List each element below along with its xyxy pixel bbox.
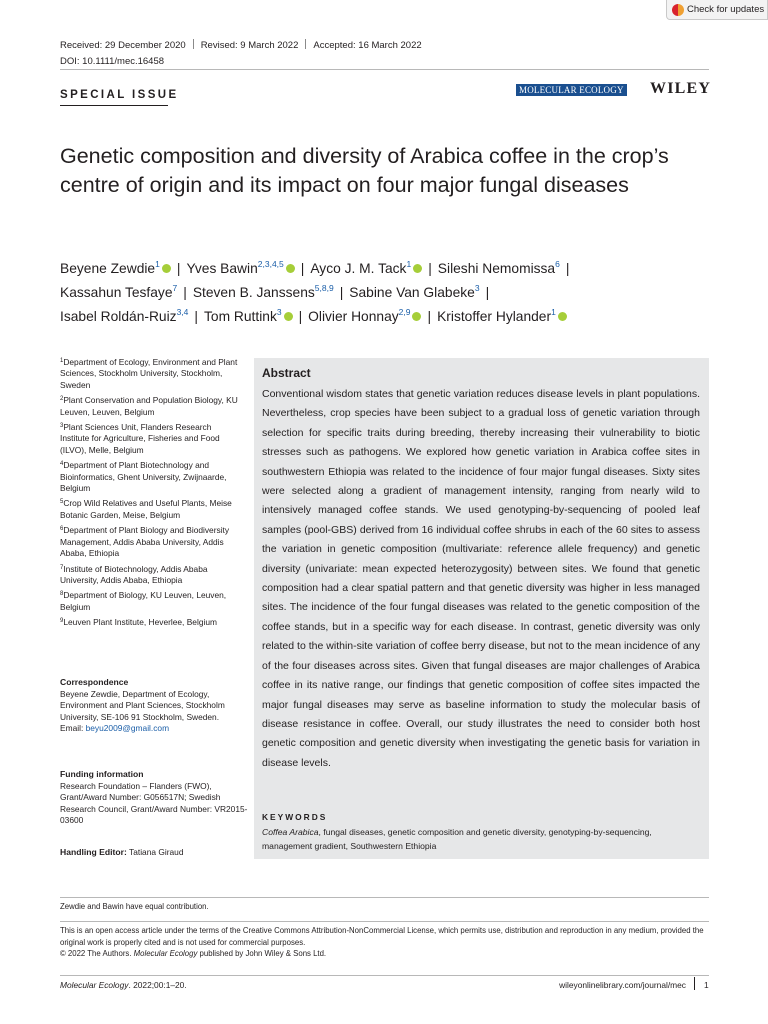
author[interactable] xyxy=(186,261,294,276)
footer-citation xyxy=(60,980,187,990)
affiliation-number: 4 xyxy=(60,461,64,468)
affiliation-text: Department of Ecology, Environment and Plant Sciences, Stockholm University, Stockholm, Sweden xyxy=(60,357,238,390)
affiliation-item xyxy=(60,422,238,456)
author-separator: | xyxy=(485,285,490,300)
email-label: Email: xyxy=(60,723,84,734)
orcid-icon[interactable] xyxy=(413,264,422,273)
received-date: Received: 29 December 2020 xyxy=(60,40,186,51)
funding-text: Research Foundation – Flanders (FWO), Grant/Award Number: G056517N; Swedish Research Council, Grant/Award Number: VR2015-03600 xyxy=(60,780,248,826)
author-name: Kassahun Tesfaye xyxy=(60,285,173,300)
article-dates xyxy=(60,39,422,51)
author-name: Sabine Van Glabeke xyxy=(349,285,475,300)
orcid-icon[interactable] xyxy=(284,312,293,321)
email-link[interactable]: beyu2009@gmail.com xyxy=(85,723,170,734)
license-rule xyxy=(60,921,709,922)
author[interactable] xyxy=(60,285,177,300)
affiliation-text: Institute of Biotechnology, Addis Ababa University, Addis Ababa, Ethiopia xyxy=(60,563,208,585)
affiliation-text: Department of Biology, KU Leuven, Leuven, Belgium xyxy=(60,590,227,612)
keywords-rest: , fungal diseases, genetic composition and genetic diversity, genotyping-by-sequencing, management gradient, Southwestern Ethiopia xyxy=(262,827,652,851)
journal-logo: MOLECULAR ECOLOGY xyxy=(516,84,627,96)
author-affiliation-ref[interactable]: 3 xyxy=(276,307,282,317)
copyright-prefix: © 2022 The Authors. xyxy=(60,949,134,959)
orcid-icon[interactable] xyxy=(412,312,421,321)
publisher-logo: WILEY xyxy=(650,80,712,97)
handling-editor xyxy=(60,847,184,857)
affiliation-item xyxy=(60,395,238,418)
check-for-updates-badge[interactable] xyxy=(666,0,768,20)
author-affiliation-ref[interactable]: 7 xyxy=(172,283,178,293)
divider xyxy=(193,39,194,49)
author-affiliation-ref[interactable]: 3 xyxy=(474,283,480,293)
correspondence-heading: Correspondence xyxy=(60,677,129,687)
author-affiliation-ref[interactable]: 5,8,9 xyxy=(314,283,334,293)
funding-information xyxy=(60,769,250,827)
affiliations xyxy=(60,357,238,633)
affiliation-number: 9 xyxy=(60,618,64,625)
keyword-species: Coffea Arabica xyxy=(262,827,319,837)
article-title: Genetic composition and diversity of Arabica coffee in the crop’s centre of origin and its impact on four major fungal diseases xyxy=(60,144,669,197)
footer-divider xyxy=(694,977,695,990)
affiliation-item xyxy=(60,564,238,587)
author-name: Sileshi Nemomissa xyxy=(437,261,556,276)
author[interactable] xyxy=(193,285,334,300)
copyright-line xyxy=(60,948,710,960)
author[interactable] xyxy=(60,309,188,324)
author-separator: | xyxy=(176,261,181,276)
equal-contribution-note: Zewdie and Bawin have equal contribution. xyxy=(60,902,209,911)
affiliation-text: Plant Sciences Unit, Flanders Research Institute for Agriculture, Fisheries and Food (ILVO), Melle, Belgium xyxy=(60,422,220,455)
footer-journal: Molecular Ecology xyxy=(60,980,129,990)
correspondence-email-line xyxy=(60,723,240,735)
author[interactable] xyxy=(60,261,171,276)
author-affiliation-ref[interactable]: 1 xyxy=(406,259,412,269)
accepted-date: Accepted: 16 March 2022 xyxy=(313,40,422,51)
affiliation-number: 5 xyxy=(60,499,64,506)
header-rule xyxy=(60,69,709,70)
author-separator: | xyxy=(565,261,570,276)
affiliation-number: 7 xyxy=(60,564,64,571)
affiliation-text: Department of Plant Biotechnology and Bioinformatics, Ghent University, Zwijnaarde, Belgium xyxy=(60,460,227,494)
author-name: Beyene Zewdie xyxy=(60,261,156,276)
divider xyxy=(305,39,306,49)
license-notice xyxy=(60,925,710,960)
abstract-heading: Abstract xyxy=(262,366,311,380)
crossmark-icon xyxy=(672,4,684,16)
orcid-icon[interactable] xyxy=(286,264,295,273)
keywords-heading: KEYWORDS xyxy=(262,812,328,822)
copyright-suffix: published by John Wiley & Sons Ltd. xyxy=(197,949,327,959)
author-separator: | xyxy=(298,309,303,324)
author-name: Yves Bawin xyxy=(186,261,258,276)
affiliation-item xyxy=(60,460,238,494)
section-underline xyxy=(60,105,168,106)
author-affiliation-ref[interactable]: 1 xyxy=(551,307,556,317)
affiliation-text: Crop Wild Relatives and Useful Plants, Meise Botanic Garden, Meise, Belgium xyxy=(60,498,232,520)
check-for-updates-label: Check for updates xyxy=(687,4,765,15)
footer-rule xyxy=(60,975,709,976)
handling-editor-name: Tatiana Giraud xyxy=(129,847,184,857)
affiliation-number: 8 xyxy=(60,591,64,598)
author-name: Olivier Honnay xyxy=(308,309,399,324)
author-name: Isabel Roldán-Ruiz xyxy=(60,309,177,324)
author-affiliation-ref[interactable]: 6 xyxy=(555,259,560,269)
page-number: 1 xyxy=(704,980,709,990)
affiliation-text: Plant Conservation and Population Biology, KU Leuven, Leuven, Belgium xyxy=(60,395,238,417)
author-separator: | xyxy=(339,285,344,300)
correspondence xyxy=(60,677,240,735)
funding-heading: Funding information xyxy=(60,769,144,779)
license-text: This is an open access article under the terms of the Creative Commons Attribution-NonCommercial License, which permits use, distribution and reproduction in any medium, provided the original work is properly cited and is not used for commercial purposes. xyxy=(60,926,704,947)
author[interactable] xyxy=(308,309,421,324)
footer-citation-text: . 2022;00:1–20. xyxy=(128,980,187,990)
footer-url[interactable]: wileyonlinelibrary.com/journal/mec xyxy=(559,980,686,990)
author-separator: | xyxy=(428,261,432,276)
author-affiliation-ref[interactable]: 3,4 xyxy=(176,307,189,317)
author-name: Kristoffer Hylander xyxy=(437,309,552,324)
handling-editor-label: Handling Editor: xyxy=(60,847,127,857)
author-name: Tom Ruttink xyxy=(204,309,277,324)
affiliation-number: 6 xyxy=(60,526,64,533)
affiliation-text: Leuven Plant Institute, Heverlee, Belgium xyxy=(63,617,217,628)
copyright-journal: Molecular Ecology xyxy=(133,949,198,959)
author[interactable] xyxy=(438,261,560,276)
correspondence-address: Beyene Zewdie, Department of Ecology, Environment and Plant Sciences, Stockholm University, SE-106 91 Stockholm, Sweden. xyxy=(60,688,225,722)
section-label: SPECIAL ISSUE xyxy=(60,89,179,101)
author-affiliation-ref[interactable]: 1 xyxy=(155,259,160,269)
author-list xyxy=(60,257,720,329)
affiliation-item xyxy=(60,617,238,628)
author-name: Ayco J. M. Tack xyxy=(310,261,407,276)
author-separator: | xyxy=(194,309,198,324)
author[interactable] xyxy=(310,261,422,276)
affiliation-item xyxy=(60,498,238,521)
author-separator: | xyxy=(183,285,187,300)
affiliation-number: 1 xyxy=(60,358,64,364)
author-separator: | xyxy=(427,309,432,324)
author-affiliation-ref[interactable]: 2,9 xyxy=(398,307,411,317)
orcid-icon[interactable] xyxy=(558,312,567,321)
affiliation-item xyxy=(60,357,238,391)
author[interactable] xyxy=(204,309,293,324)
revised-date: Revised: 9 March 2022 xyxy=(200,40,299,51)
affiliation-number: 3 xyxy=(60,423,64,430)
author[interactable] xyxy=(349,285,479,300)
affiliation-item xyxy=(60,590,238,613)
author-name: Steven B. Janssens xyxy=(192,285,315,300)
affiliation-text: Department of Plant Biology and Biodiversity Management, Addis Ababa University, Addis Ababa, Ethiopia xyxy=(60,525,230,559)
abstract-text: Conventional wisdom states that genetic variation reduces disease levels in plant populations. Nevertheless, crop species have been subject to a gradual loss of genetic variation through selection for specific traits during breeding, thereby increasing their vulnerability to biotic stresses such as pathogens. We explored how genetic variation in Arabica coffee sites in southwestern Ethiopia was related to the incidence of four major fungal diseases. Sixty sites were selected along a gradient of management intensity, ranging from nearly wild to intensively managed coffee stands. We used genotyping-by-sequencing of pooled leaf samples (pool-GBS) derived from 16 individual coffee shrubs in each of the 60 sites to assess the variation in genetic composition (multivariate: reference allele frequency) and genetic diversity (univariate: mean expected heterozygosity) between sites. We found that genetic composition had a clear spatial pattern and that genetic diversity was higher in less managed sites. The incidence of the four fungal diseases was related to the genetic composition of the coffee stands, but in a specific way for each disease. In contrast, genetic diversity was only related to the within-site variation of coffee berry disease, but not to the mean incidence of any of the four diseases across sites. Given that fungal diseases are major challenges of Arabica coffee in its native range, our findings that genetic composition of coffee sites impacted the major fungal diseases may serve as baseline information to study the molecular basis of disease resistance in coffee. Overall, our study illustrates the need to consider both host genetic composition and genetic diversity when investigating the genetic basis for variation in disease levels. xyxy=(262,388,700,769)
orcid-icon[interactable] xyxy=(162,264,171,273)
affiliation-item xyxy=(60,525,238,559)
author[interactable] xyxy=(437,309,567,324)
keywords-list xyxy=(262,826,700,853)
author-separator: | xyxy=(300,261,305,276)
footnote-rule xyxy=(60,897,709,898)
author-affiliation-ref[interactable]: 2,3,4,5 xyxy=(257,259,284,269)
affiliation-number: 2 xyxy=(60,396,64,403)
doi[interactable]: DOI: 10.1111/mec.16458 xyxy=(60,56,165,67)
